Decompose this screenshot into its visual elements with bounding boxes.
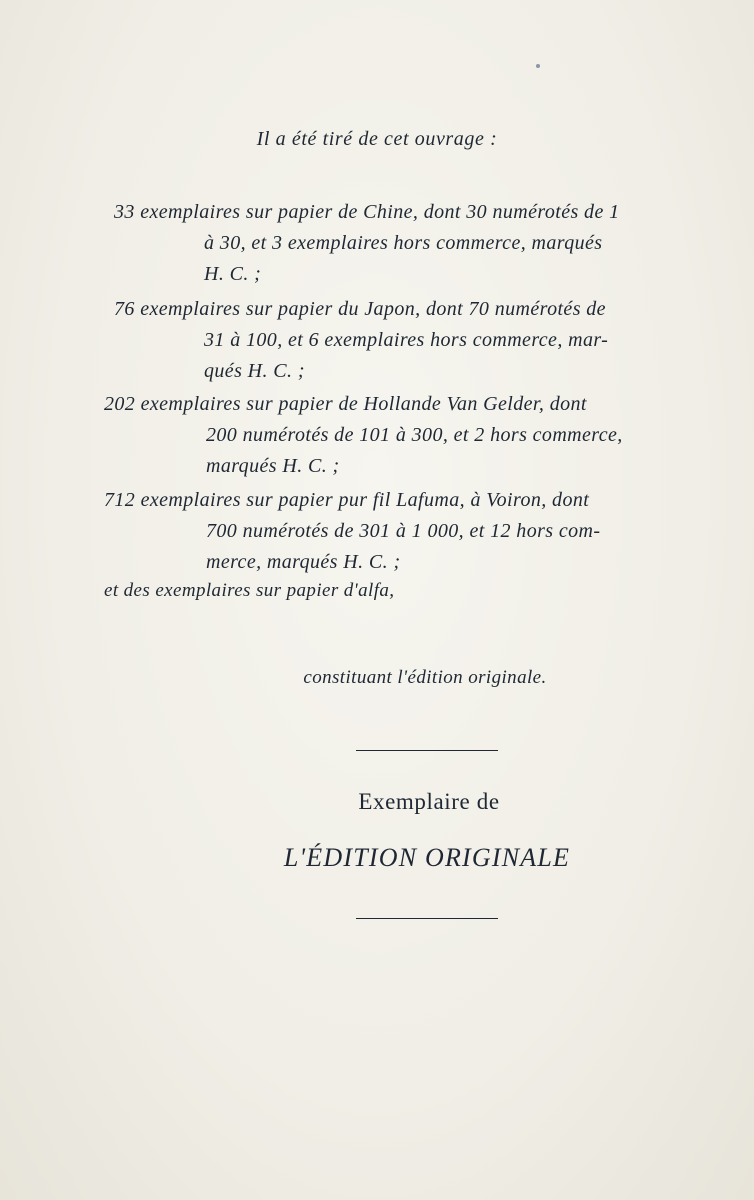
exemplaire-label: Exemplaire de	[358, 789, 500, 814]
entry-line: qués H. C. ;	[204, 360, 305, 382]
paper-speck	[536, 64, 540, 68]
entry-line: 200 numérotés de 101 à 300, et 2 hors commerce,	[206, 424, 623, 446]
entry-line: 700 numérotés de 301 à 1 000, et 12 hors com-	[206, 520, 601, 542]
entry-line: 33 exemplaires sur papier de Chine, dont 30 numérotés de 1	[114, 201, 620, 223]
entry-line: 76 exemplaires sur papier du Japon, dont 70 numérotés de	[114, 298, 606, 320]
original-edition-line: constituant l'édition originale.	[303, 667, 547, 688]
entry-line: 202 exemplaires sur papier de Hollande Van Gelder, dont	[104, 393, 587, 415]
entry-line: 712 exemplaires sur papier pur fil Lafuma, à Voiron, dont	[104, 489, 590, 511]
entry-line: 31 à 100, et 6 exemplaires hors commerce, mar-	[204, 329, 609, 351]
alfa-paper-line: et des exemplaires sur papier d'alfa,	[104, 580, 395, 601]
divider-rule-bottom	[356, 918, 498, 919]
justification-heading: Il a été tiré de cet ouvrage :	[256, 128, 498, 150]
entry-line: merce, marqués H. C. ;	[206, 551, 401, 573]
entry-line: marqués H. C. ;	[206, 455, 340, 477]
print-run-entry-chine	[104, 197, 736, 290]
print-run-entry-hollande	[104, 389, 736, 482]
print-run-entry-lafuma	[104, 485, 736, 578]
print-run-entry-japon	[104, 294, 736, 387]
edition-originale-title: L'ÉDITION ORIGINALE	[283, 843, 571, 872]
entry-line: à 30, et 3 exemplaires hors commerce, marqués	[204, 232, 603, 254]
divider-rule-top	[356, 750, 498, 751]
entry-line: H. C. ;	[204, 263, 262, 285]
